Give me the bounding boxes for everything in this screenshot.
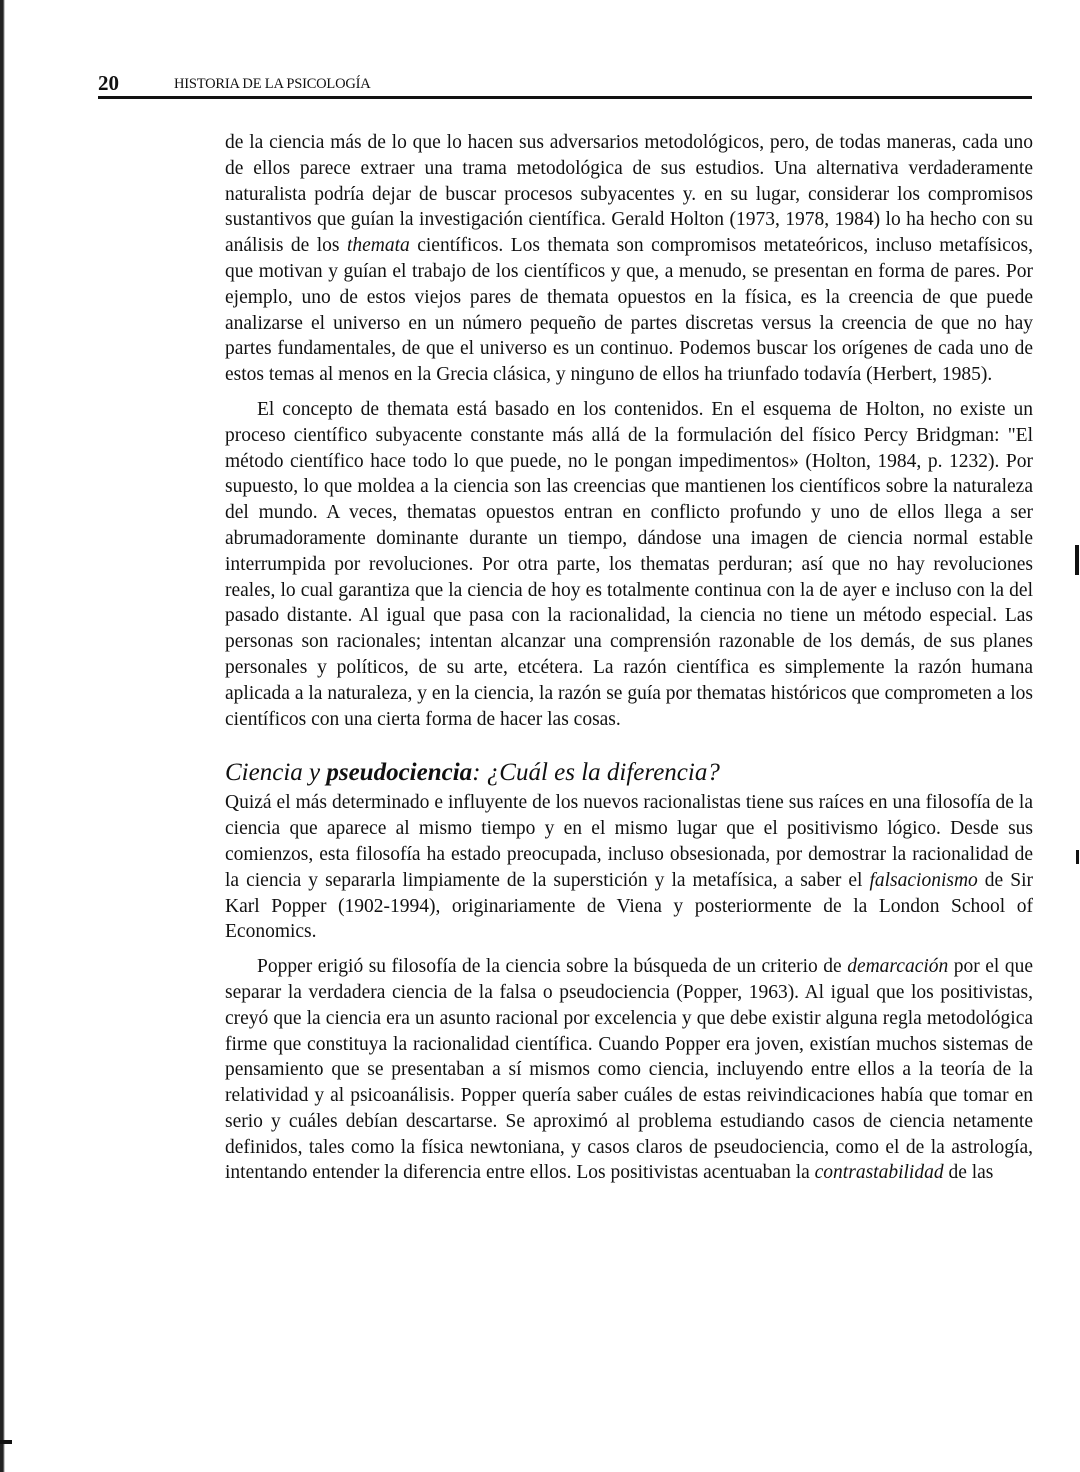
scan-mark-right-2 (1076, 850, 1079, 864)
term-contrastabilidad: contrastabilidad (814, 1162, 944, 1184)
paragraph-4 (225, 954, 1033, 1186)
page-number: 20 (98, 71, 119, 95)
term-themata: themata (346, 235, 410, 257)
paragraph-2: El concepto de themata está basado en los contenidos. En el esquema de Holton, no existe un proceso científico subyacente constante más allá de la formulación del físico Percy Bridgman: "El método científico hace todo lo que puede, no le pongan impedimentos» (Holton, 1984, p. 1232). Por supuesto, lo que moldea a la ciencia son las creencias que mantienen los científicos sobre la naturaleza del mundo. A veces, thematas opuestos entran en conflicto profundo y uno de ellos llega a ser abrumadoramente dominante durante un tiempo, dándose una imagen de ciencia normal estable interrumpida por revoluciones. Por otra parte, los thematas perduran; así que no hay revoluciones reales, lo cual garantiza que la ciencia de hoy es totalmente continua con la de ayer e incluso con la del pasado distante. Al igual que pasa con la racionalidad, la ciencia no tiene un método especial. Las personas son racionales; intentan alcanzar una comprensión razonable de los demás, de sus planes personales y políticos, de su arte, etcétera. La razón científica es simplemente la razón humana aplicada a la naturaleza, y en la ciencia, la razón se guía por thematas históricos que comprometen a los científicos con una cierta forma de hacer las cosas. (225, 398, 1033, 730)
scan-mark-right-1 (1075, 545, 1079, 575)
scan-mark-bottom-left (0, 1440, 12, 1444)
heading-part-3: : ¿Cuál es la diferencia? (472, 759, 720, 787)
page-edge-shadow (0, 0, 5, 1472)
heading-part-2: pseudociencia (326, 759, 473, 787)
paragraph-3-text-b: de Sir Karl Popper (1902-1994), originariamente de Viena y posteriormente de la London School of Economics. (225, 869, 1033, 943)
running-head (98, 72, 1032, 99)
running-title: HISTORIA DE LA PSICOLOGÍA (174, 76, 371, 92)
paragraph-1 (225, 130, 1033, 388)
term-falsacionismo: falsacionismo (869, 869, 978, 891)
paragraph-3 (225, 790, 1033, 945)
body-text (225, 130, 1033, 1186)
paragraph-4-text-c: de las (943, 1162, 994, 1184)
paragraph-1-text-b: científicos. Los themata son compromisos metateóricos, incluso metafísicos, que motivan y guían el trabajo de los científicos y que, a menudo, se presentan en forma de pares. Por ejemplo, uno de estos viejos pares de themata opuestos en la física, es la creencia de que puede analizarse el universo en un número pequeño de partes discretas versus la creencia de que no hay partes fundamentales, de que el universo es un continuo. Podemos buscar los orígenes de cada uno de estos temas al menos en la Grecia clásica, y ninguno de ellos ha triunfado todavía (Herbert, 1985). (225, 235, 1033, 386)
heading-part-1: Ciencia y (225, 759, 327, 787)
paragraph-4-text-a: Popper erigió su filosofía de la ciencia sobre la búsqueda de un criterio de (257, 956, 848, 978)
paragraph-1-text-a: de la ciencia más de lo que lo hacen sus adversarios metodológicos, pero, de todas maneras, cada uno de ellos parece extraer una trama metodológica de sus estudios. Una alternativa verdaderamente naturalista podría dejar de buscar procesos subyacentes y. en su lugar, considerar los compromisos sustantivos que guían la investigación científica. Gerald Holton (1973, 1978, 1984) lo ha hecho con su análisis de los (225, 132, 1033, 257)
term-demarcacion: demarcación (847, 956, 949, 978)
section-heading (225, 758, 1033, 788)
paragraph-4-text-b: por el que separar la verdadera ciencia de la falsa o pseudociencia (Popper, 1963). Al igual que los positivistas, creyó que la ciencia era un asunto racional por excelencia y que debe existir alguna regla metodológica firme que constituya la racionalidad científica. Cuando Popper era joven, existían muchos sistemas de pensamiento que se presentaban a sí mismos como ciencia, incluyendo entre ellos a la teoría de la relatividad y al psicoanálisis. Popper quería saber cuáles de estas reivindicaciones había que tomar en serio y cuáles debían descartarse. Se aproximó al problema estudiando casos de ciencia netamente definidos, tales como la física newtoniana, y casos claros de pseudociencia, como el de la astrología, intentando entender la diferencia entre ellos. Los positivistas acentuaban la (225, 956, 1033, 1184)
paragraph-3-text-a: Quizá el más determinado e influyente de los nuevos racionalistas tiene sus raíces en una filosofía de la ciencia que aparece al mismo tiempo y en el mismo lugar que el positivismo lógico. Desde sus comienzos, esta filosofía ha estado preocupada, incluso obsesionada, por demostrar la racionalidad de la ciencia y separarla limpiamente de la superstición y la metafísica, a saber el (225, 792, 1033, 891)
